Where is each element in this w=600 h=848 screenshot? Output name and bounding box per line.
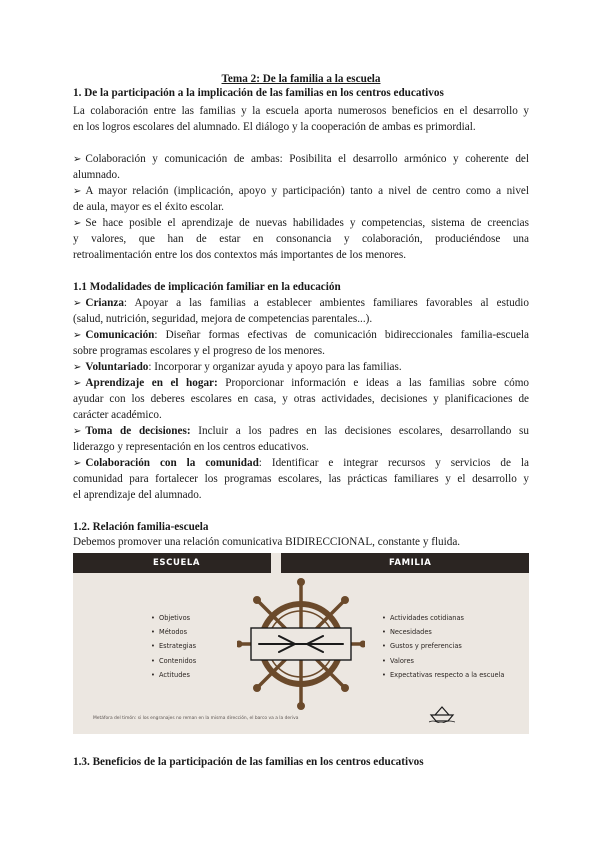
family-header: FAMILIA [281, 553, 529, 573]
modality-text: Proporcionar información e ideas a las familias sobre cómo [217, 377, 529, 389]
bullet-line: y valores, que han de estar en consonancia y colaboración, produciéndose una [73, 233, 529, 245]
modality-term: Crianza [85, 297, 124, 309]
modality-term: Toma de decisiones: [85, 425, 191, 437]
arrow-bullet-icon: ➢ [73, 426, 82, 437]
arrow-bullet-icon: ➢ [73, 458, 82, 469]
school-family-diagram [73, 553, 529, 734]
modality-line [73, 424, 529, 439]
paper-boat-icon [429, 705, 455, 723]
modality-line: carácter académico. [73, 409, 162, 421]
section-1-2-heading: 1.2. Relación familia-escuela [73, 521, 209, 533]
arrow-bullet-icon: ➢ [73, 362, 82, 373]
bullet-text: Se hace posible el aprendizaje de nuevas habilidades y competencias, sistema de creencias [85, 217, 529, 229]
bullet-line [73, 216, 529, 231]
paragraph-line: Debemos promover una relación comunicativa BIDIRECCIONAL, constante y fluida. [73, 536, 461, 548]
section-1-1-heading: 1.1 Modalidades de implicación familiar en la educación [73, 281, 341, 293]
family-items-list [382, 611, 504, 682]
list-item: • Necesidades [382, 628, 432, 637]
bullet-line: alumnado. [73, 169, 120, 181]
modality-line [73, 376, 529, 391]
bullet-line: retroalimentación entre los dos contextos más importantes de los menores. [73, 249, 407, 261]
modality-text: : Incorporar y organizar ayuda y apoyo para las familias. [148, 361, 402, 373]
list-item: • Objetivos [151, 614, 191, 622]
arrow-bullet-icon: ➢ [73, 298, 82, 309]
modality-line: sobre programas escolares y el progreso de los menores. [73, 345, 325, 357]
modality-line: (salud, nutrición, seguridad, mejora de competencias parentales...). [73, 313, 373, 325]
arrow-bullet-icon: ➢ [73, 218, 82, 229]
modality-line: ayudar con los deberes escolares en casa, y otras actividades, decisiones y planificaciones de [73, 393, 529, 405]
list-item: • Gustos y preferencias [382, 642, 462, 651]
page-title: Tema 2: De la familia a la escuela [221, 73, 381, 85]
list-item: • Actividades cotidianas [382, 614, 464, 622]
bullet-line [73, 152, 529, 167]
list-item: • Métodos [151, 628, 188, 637]
modality-term: Aprendizaje en el hogar: [85, 377, 218, 389]
modality-text: : Diseñar formas efectivas de comunicación bidireccionales familia-escuela [154, 329, 529, 341]
bullet-line: de aula, mayor es el éxito escolar. [73, 201, 224, 213]
modality-text: : Apoyar a las familias a establecer ambientes familiares favorables al estudio [123, 297, 529, 309]
bullet-text: A mayor relación (implicación, apoyo y participación) tanto a nivel de centro como a nivel [85, 185, 529, 197]
list-item: • Estrategias [151, 642, 197, 651]
paragraph-line: en los logros escolares del alumnado. El diálogo y la cooperación de ambas es primordial. [73, 121, 476, 133]
modality-text: Incluir a los padres en las decisiones escolares, desarrollando su [190, 425, 529, 437]
modality-term: Colaboración con la comunidad [85, 457, 259, 469]
list-item: • Actitudes [151, 670, 190, 679]
modality-text: : Identificar e integrar recursos y servicios de la [258, 457, 529, 469]
modality-line [73, 456, 529, 471]
paragraph-line: La colaboración entre las familias y la escuela aporta numerosos beneficios en el desarrollo y [73, 105, 529, 117]
ship-wheel-icon [237, 577, 365, 711]
diagram-caption: Metáfora del timón: si los engranajes no reman en la misma dirección, el barco va a la deriva [93, 716, 299, 721]
bullet-line [73, 184, 529, 199]
modality-line [73, 360, 529, 375]
school-header: ESCUELA [73, 553, 271, 573]
list-item: • Contenidos [151, 656, 197, 665]
modality-line [73, 328, 529, 343]
bullet-text: Colaboración y comunicación de ambas: Posibilita el desarrollo armónico y coherente del [85, 153, 529, 165]
modality-line: el aprendizaje del alumnado. [73, 489, 202, 501]
modality-term: Comunicación [85, 329, 155, 341]
school-items-list [151, 611, 196, 682]
arrow-bullet-icon: ➢ [73, 330, 82, 341]
list-item: • Valores [382, 656, 414, 665]
arrow-bullet-icon: ➢ [73, 186, 82, 197]
modality-term: Voluntariado [85, 361, 149, 373]
section-1-3-heading: 1.3. Beneficios de la participación de las familias en los centros educativos [73, 756, 424, 768]
section-1-heading: 1. De la participación a la implicación de las familias en los centros educativos [73, 87, 444, 99]
arrow-bullet-icon: ➢ [73, 154, 82, 165]
modality-line: comunidad para fortalecer los programas escolares, las prácticas familiares y el desarrollo y [73, 473, 529, 485]
list-item: • Expectativas respecto a la escuela [382, 670, 505, 679]
modality-line [73, 296, 529, 311]
modality-line: liderazgo y representación en los centros educativos. [73, 441, 309, 453]
arrow-bullet-icon: ➢ [73, 378, 82, 389]
